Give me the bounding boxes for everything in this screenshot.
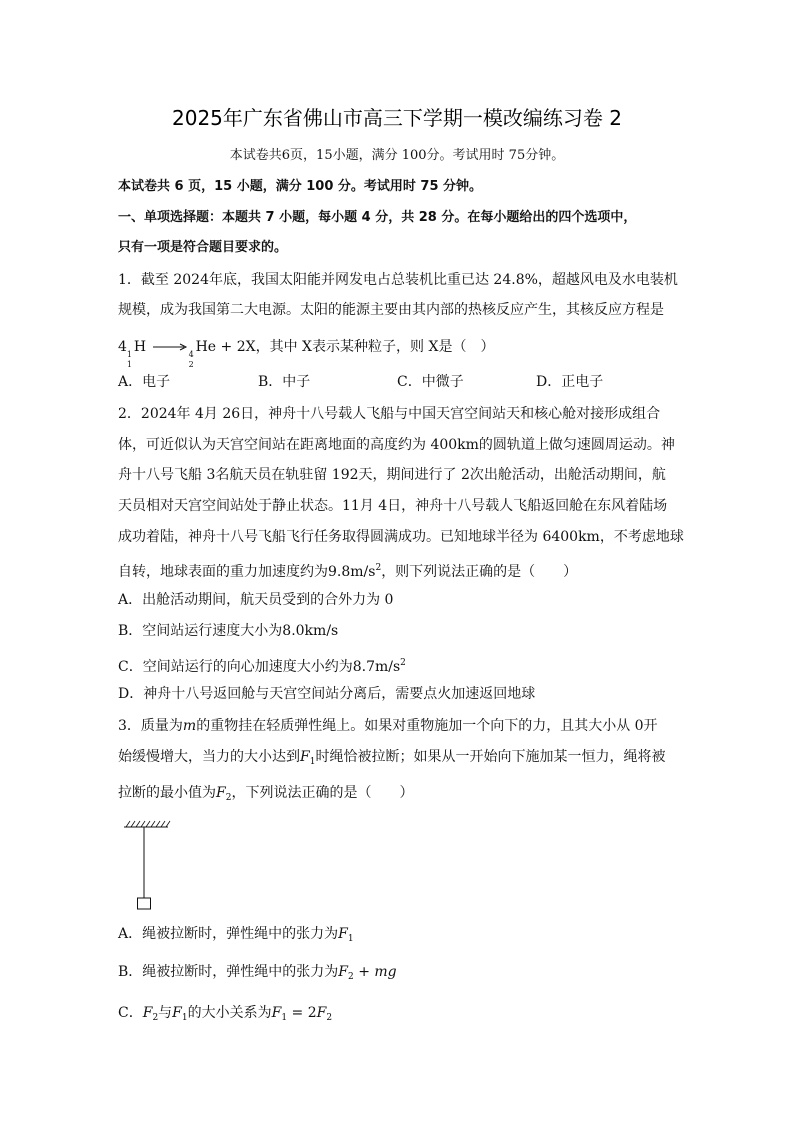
q3-option-c-a: C． (118, 1005, 143, 1021)
q3-line3 (118, 783, 413, 808)
q3-option-b-text: B．绳被拉断时，弹性绳中的张力为 (118, 964, 339, 980)
q3-option-c-f1-sub: 1 (181, 1013, 188, 1023)
q3-line2 (118, 747, 665, 772)
q2-line5: 成功着陆，神舟十八号飞船飞行任务取得圆满成功。已知地球半径为 6400km，不考虑地球 (118, 529, 684, 545)
reaction-arrow-icon (152, 342, 188, 352)
q2-line6-b: ，则下列说法正确的是（ ） (381, 564, 578, 580)
q3-line3-a: 拉断的最小值为 (118, 785, 216, 801)
q3-option-c-mid: 与 (158, 1005, 173, 1021)
q3-line1-a: 3．质量为 (118, 718, 183, 734)
q2-line6-value: 9.8m/s (328, 564, 376, 580)
q1-line2: 规模，成为我国第二大电源。太阳的能源主要由其内部的热核反应产生，其核反应方程是 (118, 302, 664, 318)
q3-option-b-force-sub: 2 (348, 972, 354, 982)
exam-title: 2025年广东省佛山市高三下学期一模改编练习卷 2 (172, 106, 622, 130)
section1-heading-line2: 只有一项是符合题目要求的。 (118, 240, 288, 255)
q3-option-b-force: F (338, 964, 349, 980)
q3-option-c-f2-sub: 2 (152, 1013, 159, 1023)
q3-option-a (118, 924, 354, 949)
q1-option-d: D．正电子 (536, 374, 604, 390)
q2-line6-exponent: 2 (375, 563, 382, 573)
q2-option-b (118, 621, 338, 641)
exam-subtitle: 本试卷共6页，15小题，满分 100分。考试用时 75分钟。 (229, 148, 565, 163)
q3-option-c-eq-mid: = 2 (291, 1005, 317, 1021)
q3-option-c-f1: F (172, 1005, 182, 1021)
q1-eq-he-mass: 4 (188, 350, 194, 359)
q1-option-b: B．中子 (258, 374, 311, 390)
q3-line3-force: F (216, 785, 226, 801)
q1-eq-h-mass: 1 (126, 350, 133, 359)
q3-option-b-rest: + mg (358, 964, 397, 980)
q2-line6-a: 自转，地球表面的重力加速度约为 (118, 564, 328, 580)
q2-option-d: D．神舟十八号返回舱与天宫空间站分离后，需要点火加速返回地球 (118, 686, 536, 702)
q1-equation-line (118, 337, 495, 369)
q2-line4: 天员相对天宫空间站处于静止状态。11月 4日，神舟十八号载人飞船返回舱在东风着陆场 (118, 498, 668, 514)
q3-option-a-force: F (338, 926, 348, 942)
section1-heading-line1: 一、单项选择题：本题共 7 小题，每小题 4 分，共 28 分。在每小题给出的四个选项中， (118, 210, 637, 225)
q3-option-c-eq-f1-sub: 1 (281, 1013, 288, 1023)
q1-option-a: A．电子 (118, 374, 171, 390)
q3-option-c (118, 1003, 332, 1028)
q2-option-c (118, 653, 406, 677)
q3-line1-b: 的重物挂在轻质弹性绳上。如果对重物施加一个向下的力，且其大小从 0开 (196, 718, 658, 734)
weight-block (138, 898, 151, 909)
q1-line1: 1．截至 2024年底，我国太阳能并网发电占总装机比重已达 24.8%，超越风电及水电装机 (118, 272, 678, 288)
ceiling-hatch (124, 821, 170, 827)
q2-option-c-value: 8.7m/s (352, 659, 401, 675)
hanging-weight-figure (122, 820, 172, 915)
q3-option-b (118, 962, 397, 987)
q3-line2-force-sub: 1 (309, 757, 316, 767)
q3-line2-a: 始缓慢增大，当力的大小达到 (118, 749, 300, 765)
q1-eq-h: H (133, 339, 147, 355)
q2-line6 (118, 558, 577, 582)
q3-option-c-b: 的大小关系为 (187, 1005, 272, 1021)
exam-intro: 本试卷共 6 页，15 小题，满分 100 分。考试用时 75 分钟。 (118, 179, 483, 194)
q1-eq-h-charge: 1 (126, 360, 133, 369)
q2-option-c-exponent: 2 (400, 658, 406, 668)
q3-line2-force: F (300, 749, 310, 765)
q3-option-c-eq-f1: F (271, 1005, 282, 1021)
q2-option-c-text: C．空间站运行的向心加速度大小约为 (118, 659, 353, 675)
q3-option-c-eq-f2: F (316, 1005, 327, 1021)
q1-option-c: C．中微子 (397, 374, 464, 390)
q1-line3-tail: ，其中 X表示某种粒子，则 X是（ ） (255, 339, 495, 355)
q2-line1: 2．2024年 4月 26日，神舟十八号载人飞船与中国天宫空间站天和核心舱对接形成组合 (118, 406, 661, 422)
q3-option-a-force-sub: 1 (347, 934, 354, 944)
q1-eq-he: He (195, 339, 217, 355)
q3-line1 (118, 716, 658, 736)
q2-line3: 舟十八号飞船 3名航天员在轨驻留 192天，期间进行了 2次出舱活动，出舱活动期间，航 (118, 467, 666, 483)
q2-option-b-value: 8.0km/s (282, 623, 339, 639)
q2-line2: 体，可近似认为天宫空间站在距离地面的高度约为 400km的圆轨道上做匀速圆周运动。神 (118, 437, 675, 453)
q3-option-a-text: A．绳被拉断时，弹性绳中的张力为 (118, 926, 339, 942)
q3-line1-mass: m (182, 718, 197, 734)
q3-line3-b: ，下列说法正确的是（ ） (231, 785, 414, 801)
q1-eq-rest: + 2X (220, 339, 256, 355)
q3-option-c-f2: F (142, 1005, 153, 1021)
q2-option-b-text: B．空间站运行速度大小为 (118, 623, 283, 639)
q2-option-a: A．出舱活动期间，航天员受到的合外力为 0 (118, 592, 394, 608)
q1-eq-he-charge: 2 (188, 360, 194, 369)
q3-option-c-eq-f2-sub: 2 (326, 1013, 333, 1023)
q3-line3-force-sub: 2 (225, 793, 232, 803)
q1-eq-coefficient: 4 (118, 339, 127, 355)
q3-line2-b: 时绳恰被拉断；如果从一开始向下施加某一恒力，绳将被 (315, 749, 666, 765)
